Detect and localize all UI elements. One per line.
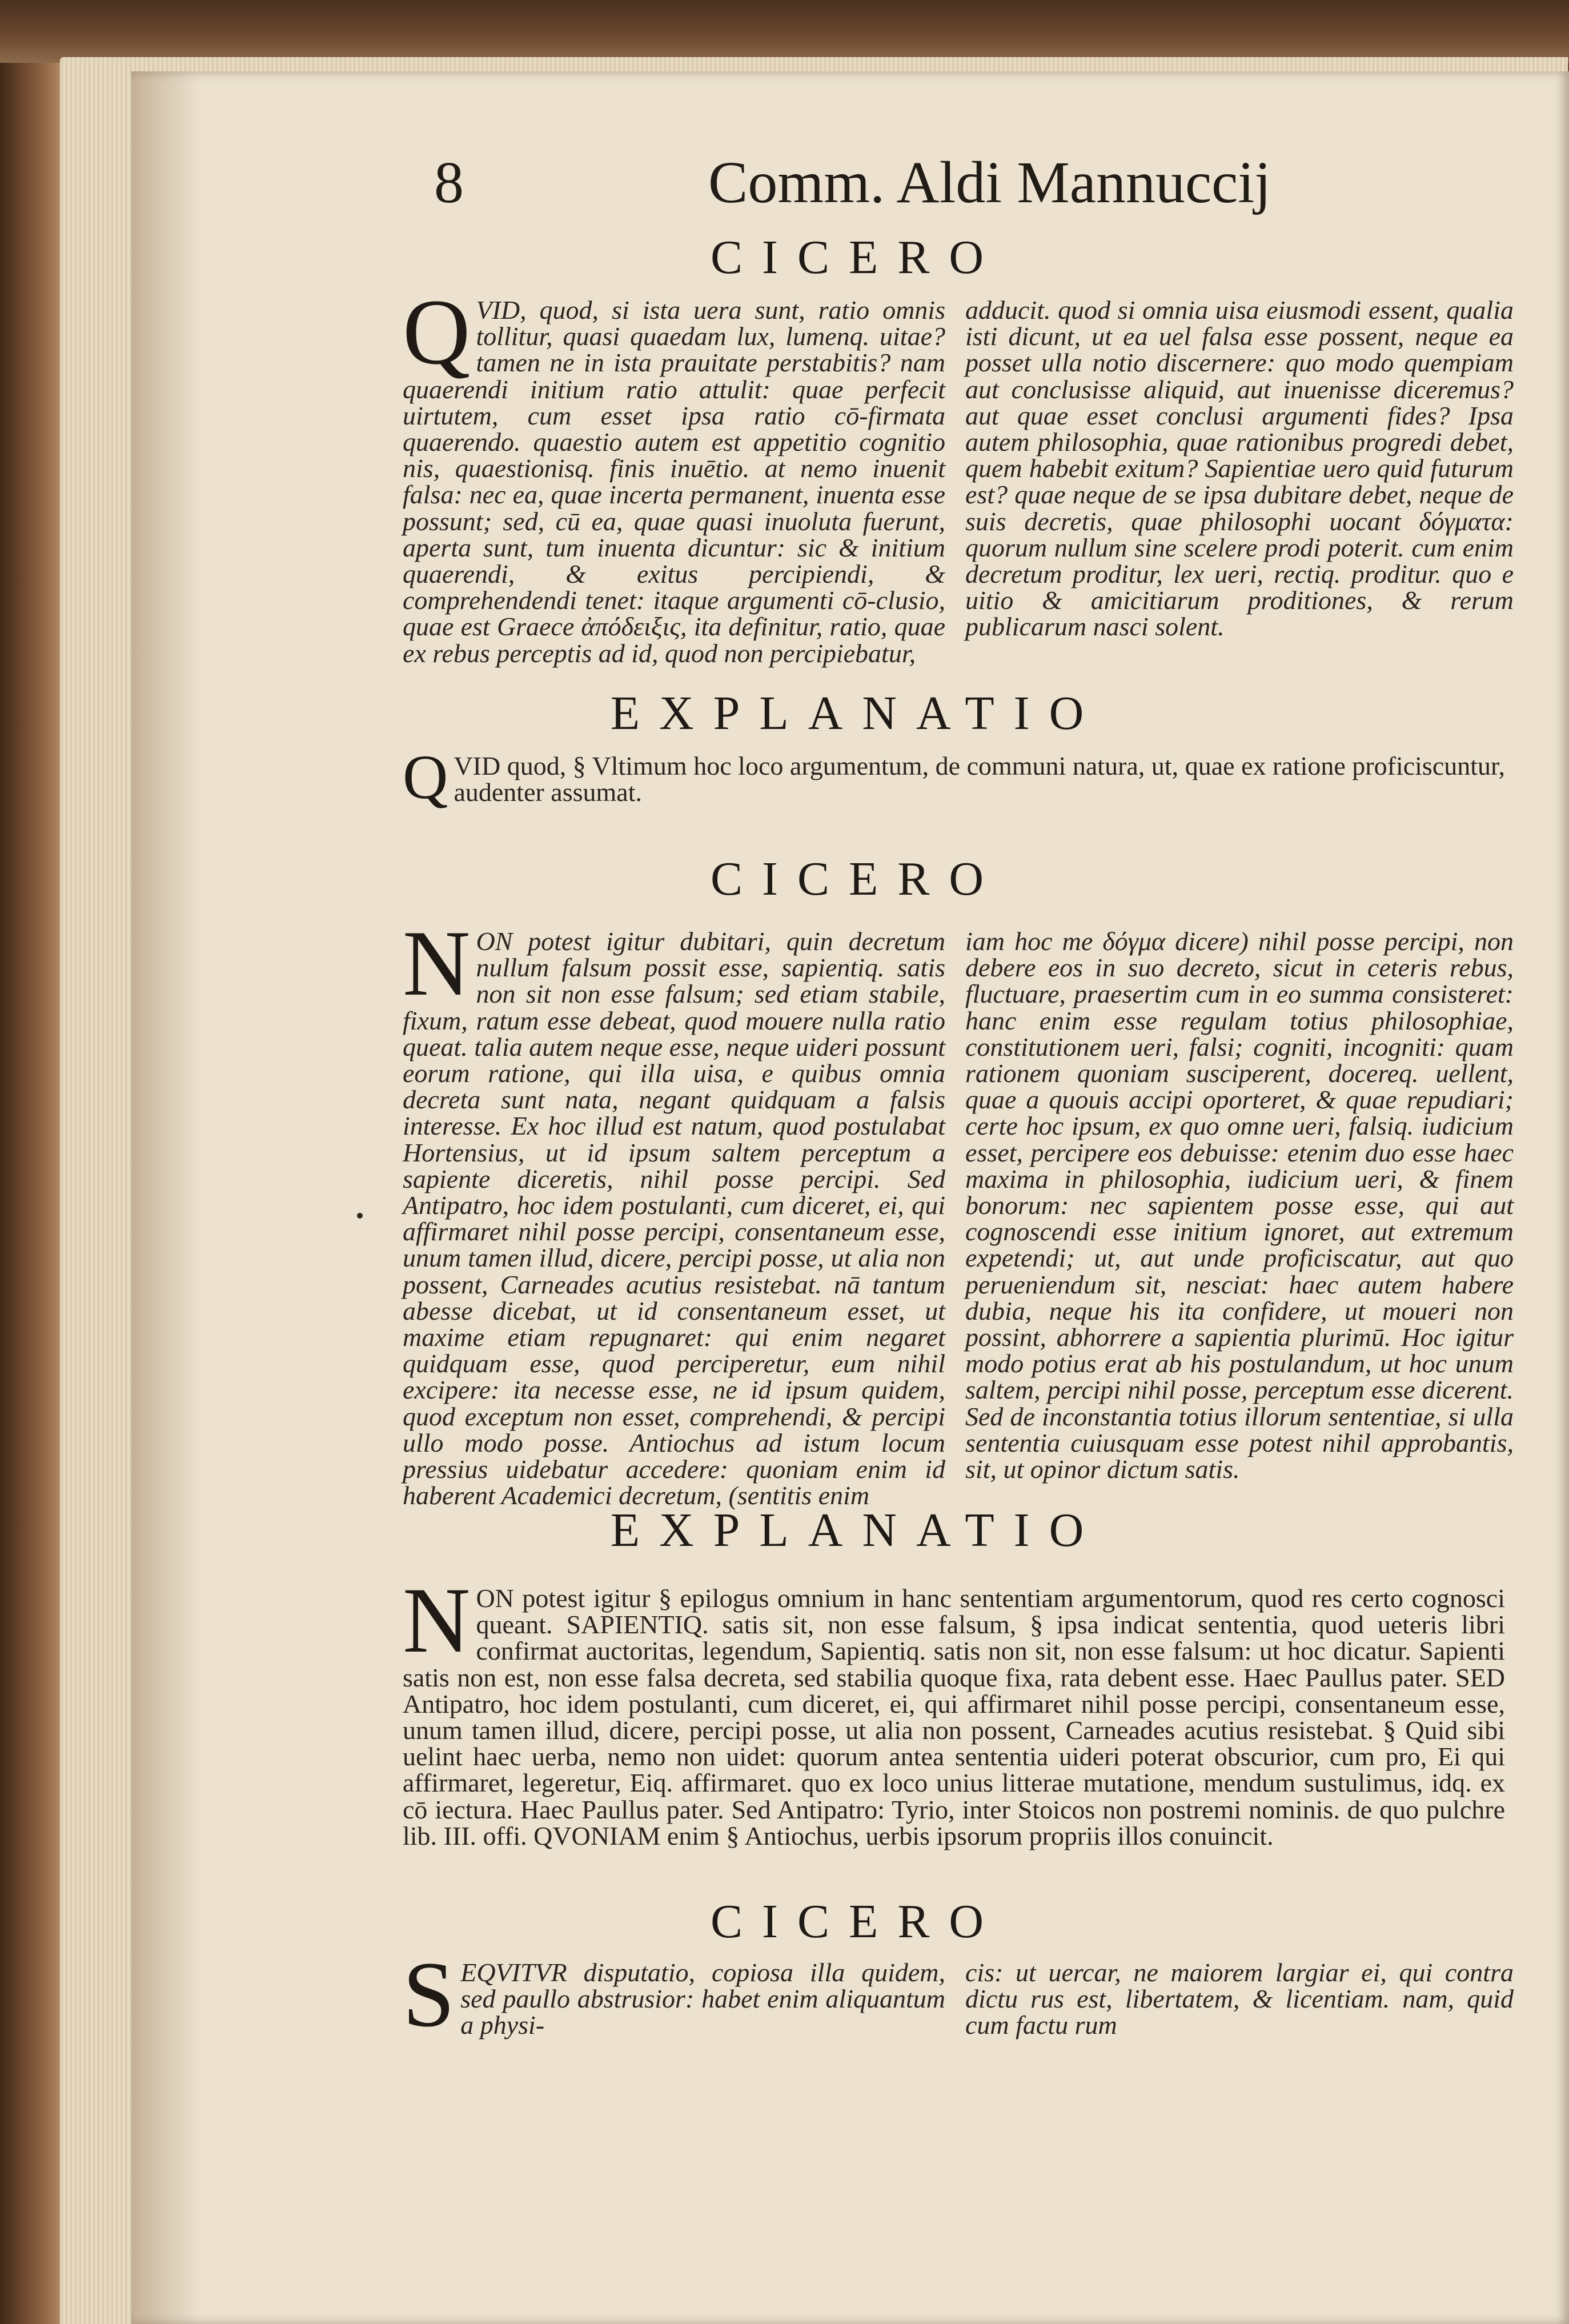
cicero-1-left-column (403, 281, 945, 668)
running-head (434, 151, 1291, 214)
cicero-2-left-text: ON potest igitur dubitari, quin decretum nullum falsum possit esse, sapientiq. satis non sit non esse falsum; sed etiam stabile, fixum, ratum esse debeat, quod mouere nulla ratio queat. talia autem neque esse, neque uideri possunt eorum ratione, qui illa uisa, e quibus omnia decreta sunt nata, negant quidquam a falsis interesse. Ex hoc illud est natum, quod postulabat Hortensius, ut id ipsum saltem perceptum a sapiente diceretis, nihil posse percipi. Sed Antipatro, hoc idem postulanti, cum diceret, ei, qui affirmaret nihil posse percipi, consentaneum esse, unum tamen illud, dicere, percipi posse, ut alia non possent, Carneades acutius resistebat. nā tantum abesse dicebat, ut id consentaneum esset, ut maxime etiam repugnaret: qui enim negaret quidquam esse, quod perciperetur, eum nihil excipere: ita necesse esse, ne id ipsum quidem, quod exceptum non esset, comprehendi, & percipi ullo modo posse. Antiochus ad istum locum pressius uidebatur accedere: quoniam enim id haberent Academici decretum, (sentitis enim (403, 927, 945, 1510)
cicero-1-right-text: adducit. quod si omnia uisa eiusmodi essent, qualia isti dicunt, ut ea uel falsa esse possent, neque ea posset ulla notio discernere: quo modo quempiam aut conclusisse aliquid, aut inuenisse diceremus? aut quae esset conclusi argumenti fides? Ipsa autem philosophia, quae rationibus progredi debet, quem habebit exitum? Sapientiae uero quid futurum est? quae neque de se ipsa dubitare debet, neque de suis decretis, quae philosophi uocant δόγματα: quorum nullum sine scelere prodi poterit. cum enim decretum proditur, lex ueri, rectiq. proditur. quo e uitio & amicitiarum proditiones, & rerum publicarum nasci solent. (965, 295, 1514, 642)
cicero-3-left-column (403, 1943, 945, 2046)
cicero-1-right-column (965, 297, 1514, 663)
cicero-3-right-text: cis: ut uercar, ne maiorem largiar ei, qui contra dictu rus est, libertatem, & licentiam. nam, quid cum factu rum (965, 1958, 1514, 2040)
explanatio-1-text-block (403, 742, 1505, 833)
running-title: Comm. Aldi Mannuccij (708, 150, 1271, 215)
marginal-mark (357, 1213, 363, 1219)
book-cover-edge (0, 0, 1569, 63)
dropcap-q-1: Q (403, 281, 471, 384)
cicero-3-left-text: EQVITVR disputatio, copiosa illa quidem, sed paullo abstrusior: habet enim aliquantum a physi- (460, 1958, 945, 2040)
book-binding (0, 0, 69, 2324)
explanatio-1-text: VID quod, § Vltimum hoc loco argumentum, de communi natura, ut, quae ex ratione proficiscuntur, audenter assumat. (454, 751, 1505, 807)
cicero-2-left-column (403, 912, 945, 1510)
cicero-2-right-text: iam hoc me δόγμα dicere) nihil posse percipi, non debere eos in suo decreto, sicut in ceteris rebus, fluctuare, praesertim cum in eo summa consisteret: hanc enim esse regulam totius philosophiae, constitutionem ueri, falsi; cogniti, incogniti: quam rationem quoniam susciperent, docereq. uellent, quae a quouis accipi oporteret, & quae repudiari; certe hoc ipsum, ex quo omne ueri, falsiq. iudicium esset, percipere eos debuisse: etenim duo esse haec maxima in philosophia, iudicium ueri, & finem bonorum: nec sapientem posse esse, qui aut cognoscendi esse initium ignoret, aut extremum expetendi; ut, aut unde proficiscatur, aut quo perueniendum sit, nesciat: haec autem habere dubia, neque his ita confidere, ut moueri non possint, abhorrere a sapientia plurimū. Hoc igitur modo potius erat ab his postulandum, ut hoc unum saltem, percipi nihil posse, perceptum esse dicerent. Sed de inconstantia totius illorum sententiae, si ulla sententia cuiusquam esse potest nihil approbantis, sit, ut opinor dictum satis. (965, 927, 1514, 1484)
explanatio-2-text-block (403, 1569, 1505, 1894)
explanatio-heading-2: EXPLANATIO (610, 1504, 1103, 1557)
cicero-heading-2: CICERO (710, 852, 1004, 905)
dropcap-q-2: Q (403, 742, 448, 812)
dropcap-n-2: N (403, 1569, 471, 1672)
cicero-heading-3: CICERO (710, 1895, 1004, 1948)
cicero-heading-1: CICERO (710, 231, 1004, 284)
gutter-shadow (131, 71, 200, 2324)
cicero-2-right-column (965, 928, 1514, 1500)
explanatio-2-text: ON potest igitur § epilogus omnium in hanc sententiam argumentorum, quod res certo cognosci queant. SAPIENTIQ. satis sit, non esse falsum, § ipsa indicat sententia, quod ueteris libri confirmat auctoritas, legendum, Sapientiq. satis non sit, non esse falsum: ut hoc dicatur. Sapienti satis non est, non esse falsa decreta, sed stabilia quoque fixa, rata debent esse. Haec Paullus pater. SED Antipatro, hoc idem postulanti, cum diceret, ei, qui affirmaret nihil posse percipi, consentaneum esse, unum tamen illud, dicere, percipi posse, ut alia non possent, Carneades acutius resistebat. § Quid sibi uelint haec uerba, nemo non uidet: quorum antea sententia uideri poterat obscurior, cum pro, Ei qui affirmaret, legeretur, Eiq. affirmaret. quo ex loco unius litterae mutatione, mendum sustulimus, idq. ex cō iectura. Haec Paullus pater. Sed Antipatro: Tyrio, inter Stoicos non postremi nominis. de quo pulchre lib. III. offi. QVONIAM enim § Antiochus, uerbis ipsorum propriis illos conuincit. (403, 1584, 1505, 1850)
dropcap-n-1: N (403, 912, 471, 1015)
cicero-1-left-text: VID, quod, si ista uera sunt, ratio omnis tollitur, quasi quaedam lux, lumenq. uitae? tamen ne in ista prauitate perstabitis? nam quaerendi initium ratio attulit: quae perfecit uirtutem, cum esset ipsa ratio cō-firmata quaerendo. quaestio autem est appetitio cognitio nis, quaestionisq. finis inuētio. at nemo inuenit falsa: nec ea, quae incerta permanent, inuenta esse possunt; sed, cū ea, quae quasi inuoluta fuerunt, aperta sunt, tum inuenta dicuntur: sic & initium quaerendi, & exitus percipiendi, & comprehendendi tenet: itaque argumenti cō-clusio, quae est Graece ἀπόδειξις, ita definitur, ratio, quae ex rebus perceptis ad id, quod non percipiebatur, (403, 295, 945, 668)
dropcap-s: S (403, 1943, 455, 2046)
page-number: 8 (434, 150, 464, 215)
explanatio-heading-1: EXPLANATIO (610, 687, 1103, 740)
cicero-3-right-column (965, 1960, 1514, 2045)
